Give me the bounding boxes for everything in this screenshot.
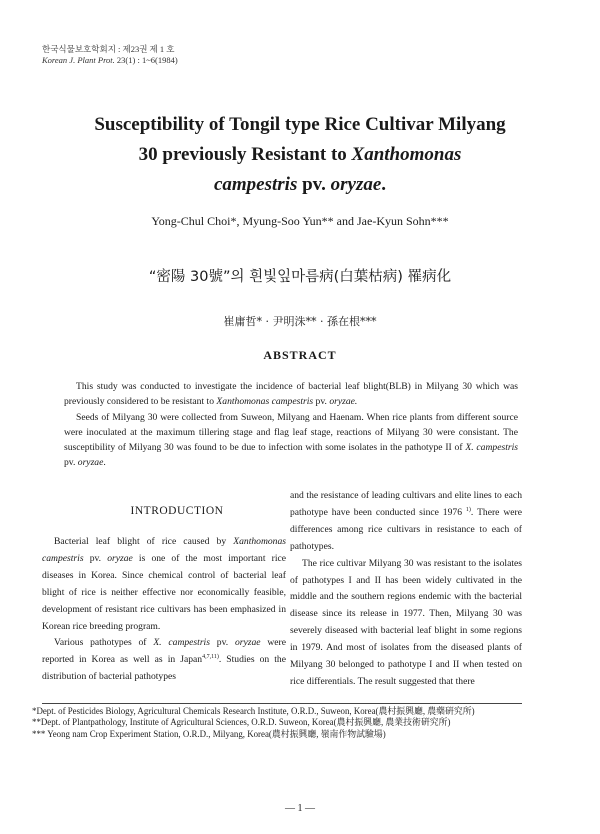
intro-paragraph-2 (42, 635, 286, 686)
title-line-3-end: . (381, 174, 387, 195)
footnote-3: *** Yeong nam Crop Experiment Station, O.R.D., Milyang, Korea(農村振興廳, 嶺南作物試驗場) (32, 728, 386, 739)
korean-title: “密陽 30號”의 흰빛잎마름病(白葉枯病) 罹病化 (148, 269, 452, 285)
paper-title (40, 110, 560, 200)
abstract-p1-sci: Xanthomonas campestris (216, 396, 314, 408)
intro-p2-pv: pv. (209, 637, 235, 649)
abstract-p2-sci2: oryzae (77, 457, 104, 469)
intro-paragraph-3: The rice cultivar Milyang 30 was resistant to the isolates of pathotypes I and II has been widely cultivated in the middle and the southern regions endemic with the bacterial disease since its release in 1977. Then, Milyang 30 was severely diseased with bacterial leaf blight in some regions in 1979. And most of isolates from the diseased plants of Milyang 30 belonged to pathotype I and II when tested on rice differentials. The result suggested that there (290, 557, 522, 687)
title-line-2-text: 30 previously Resistant to (138, 144, 352, 165)
abstract-body (64, 379, 518, 471)
abstract-p1-pv: pv. (313, 396, 330, 408)
footnote-2: **Dept. of Plantpathology, Institute of Agricultural Sciences, O.R.D. Suweon, Korea(農村振興廳, 農業技術硏究所) (32, 717, 451, 728)
abstract-paragraph-2 (64, 410, 518, 471)
journal-citation-line (42, 55, 178, 66)
abstract-p1-sci2: oryzae. (329, 396, 358, 408)
title-line-3-sci: campestris (213, 174, 298, 195)
intro-p2-sci: X. campestris (153, 637, 210, 649)
intro-p2c-end: . There were differences among rice cultivars in resistance to each of pathotypes. (290, 506, 522, 552)
abstract-p1-text: This study was conducted to investigate the incidence of bacterial leaf blight(BLB) in Milyang 30 which was previously considered to be resistant to (64, 381, 518, 408)
intro-p2c-text: and the resistance of leading cultivars and elite lines to each pathotype have been conducted since 1976 (290, 490, 522, 518)
intro-p2c-ref: 1) (465, 506, 471, 513)
intro-p2-ref: 4,7,11) (202, 654, 219, 661)
title-line-3-sci2: oryzae (330, 174, 382, 195)
abstract-p2-text: Seeds of Milyang 30 were collected from Suweon, Milyang and Haenam. When rice plants from different source were inoculated at the maximum tillering stage and flag leaf stage, reactions of Milyang 30 were consistant. The susceptibility of Milyang 30 was found to be due to infection with some isolates in the pathotype II of (64, 411, 518, 454)
author-list: Yong-Chul Choi*, Myung-Soo Yun** and Jae-Kyun Sohn*** (151, 214, 449, 228)
intro-p2-rest: were reported in Korea as well as in Japan (42, 637, 286, 666)
footnote-1: *Dept. of Pesticides Biology, Agricultural Chemicals Research Institute, O.R.D., Suweon, Korea(農村振興廳, 農藥硏究所) (32, 706, 475, 716)
title-line-1: Susceptibility of Tongil type Rice Cultivar Milyang (94, 114, 506, 135)
intro-p1-rest: is one of the most important rice diseases in Korea. Since chemical control of bacterial leaf blight of rice is neither effective nor economically feasible, development of resistant rice cultivars has been emphasized in Korean rice breeding program. (42, 552, 287, 632)
journal-name: Korean J. Plant Prot. (42, 55, 115, 65)
abstract-heading: ABSTRACT (263, 348, 337, 362)
right-column (290, 488, 522, 691)
title-line-3 (40, 170, 560, 200)
journal-volume: 23(1) : 1~6(1984) (116, 55, 178, 65)
journal-korean-line: 한국식물보호학회지 : 제23권 제 1 호 (42, 44, 175, 54)
abstract-p2-pv: pv. (64, 457, 78, 469)
intro-p1-text: Bacterial leaf blight of rice caused by (54, 536, 234, 547)
intro-paragraph-2-continued (290, 488, 522, 556)
intro-p1-pv: pv. (83, 552, 108, 564)
intro-p2-end: . Studies on the distribution of bacterial pathotypes (42, 654, 286, 683)
intro-p1-sci2: oryzae (107, 552, 133, 564)
abstract-p2-sci: X. campestris (465, 442, 518, 454)
abstract-p2-end: . (103, 457, 106, 469)
left-column (42, 534, 286, 686)
intro-paragraph-1 (42, 534, 286, 635)
page-number: — 1 — (285, 803, 315, 814)
title-line-3-text: pv. (297, 174, 331, 195)
abstract-paragraph-1 (64, 379, 518, 410)
korean-author-list: 崔庸哲* · 尹明洙** · 孫在根*** (223, 315, 377, 328)
intro-p1-sci: Xanthomonas campestris (42, 536, 286, 564)
title-line-2-sci: Xanthomonas (351, 144, 462, 165)
journal-header (42, 44, 178, 66)
footnote-rule (42, 703, 522, 704)
title-line-2 (40, 140, 560, 170)
intro-p2-text: Various pathotypes of (54, 637, 154, 649)
intro-p2-sci2: oryzae (234, 637, 261, 649)
footnotes (32, 706, 552, 740)
introduction-heading: INTRODUCTION (130, 505, 224, 517)
